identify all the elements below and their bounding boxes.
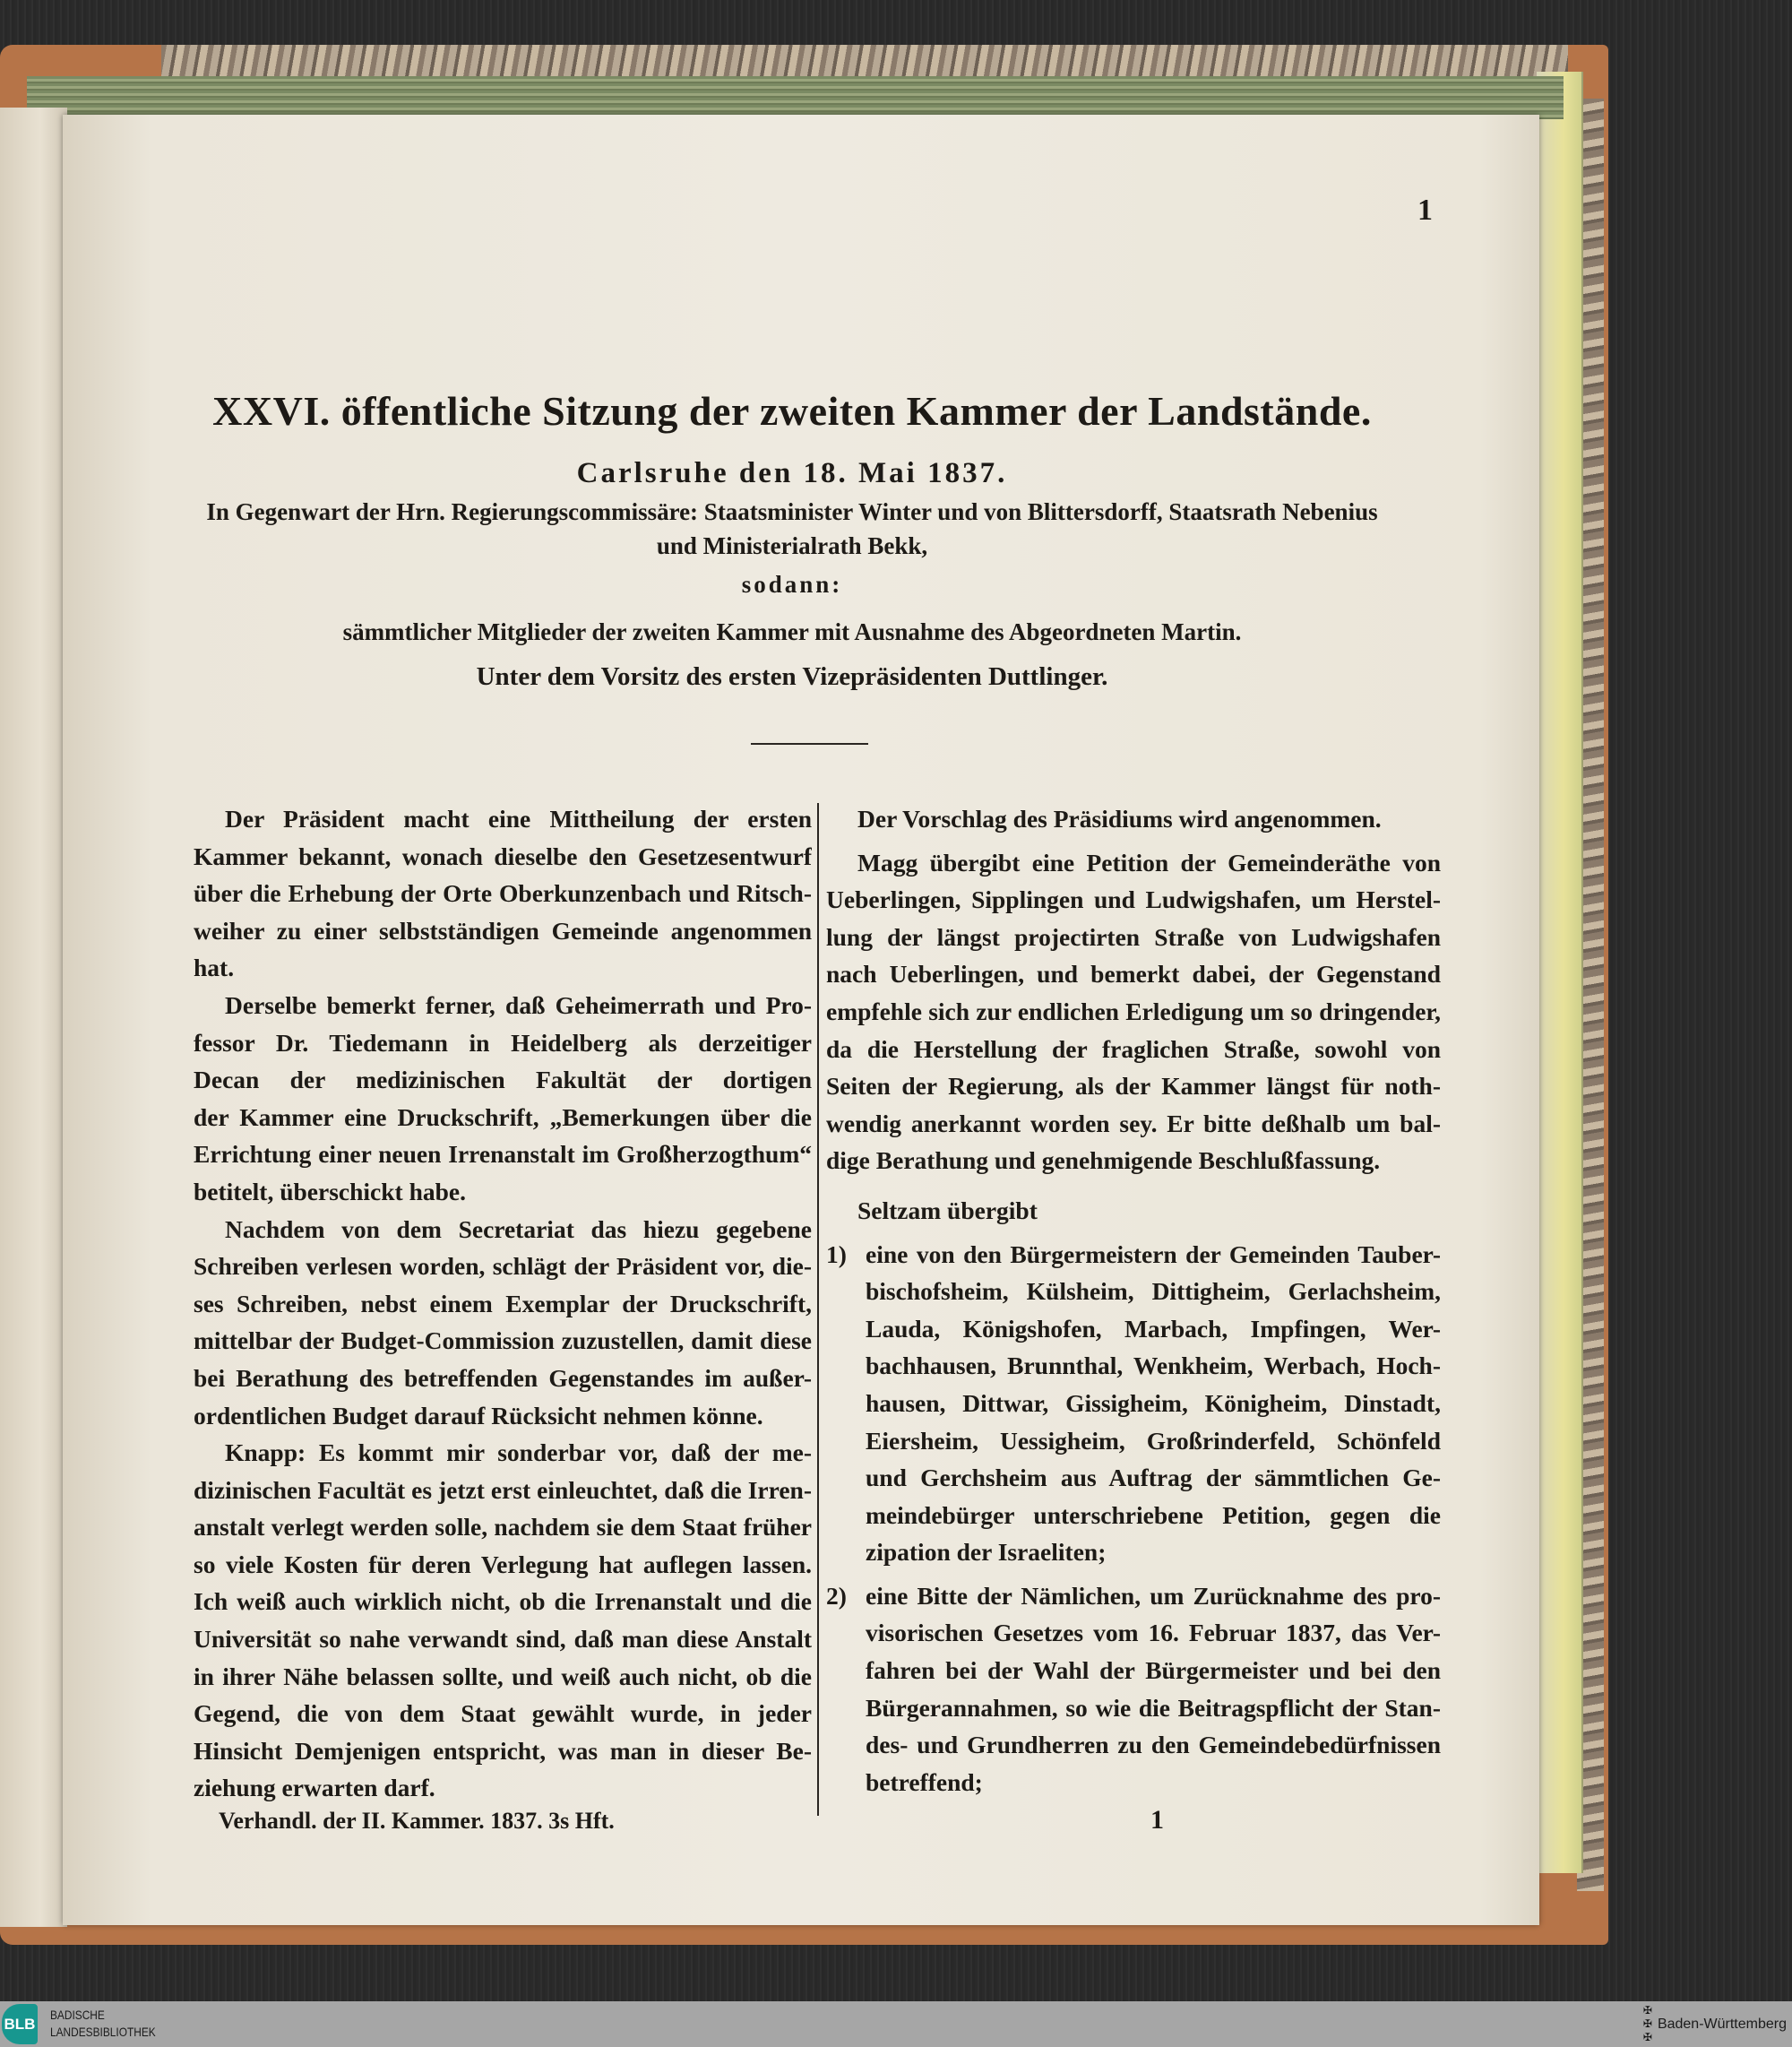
- right-column: [826, 800, 1441, 1801]
- text-line: Ueberlingen, Sipplingen und Ludwigshafen, um Herstel-: [826, 885, 1441, 914]
- text-line: empfehle sich zur endlichen Erledigung um so dringender,: [826, 997, 1441, 1025]
- signature-number: 1: [1150, 1805, 1164, 1835]
- text-line: visorischen Gesetzes vom 16. Februar 1837, das Ver-: [866, 1619, 1441, 1647]
- text-line: und Gerchsheim aus Auftrag der sämmtlichen Ge-: [866, 1464, 1441, 1492]
- text-line: Knapp: Es kommt mir sonderbar vor, daß der me-: [225, 1438, 812, 1467]
- baden-wuerttemberg-logo[interactable]: [1643, 2003, 1787, 2045]
- paragraph: [194, 1211, 812, 1435]
- section-divider: [751, 743, 868, 745]
- text-line: fahren bei der Wahl der Bürgermeister und bei den: [866, 1656, 1441, 1685]
- text-line: da die Herstellung der fraglichen Straße, sowohl von: [826, 1034, 1441, 1063]
- text-line: Decan der medizinischen Fakultät der dortigen: [194, 1066, 812, 1094]
- text-line: hausen, Dittwar, Gissigheim, Königheim, Dinstadt,: [866, 1388, 1441, 1417]
- list-item: [826, 1236, 1441, 1571]
- text-line: über die Erhebung der Orte Oberkunzenbach und Ritsch-: [194, 879, 812, 908]
- text-line: weiher zu einer selbstständigen Gemeinde angenommen: [194, 916, 812, 945]
- left-column: [194, 800, 812, 1807]
- facing-page-sliver: [0, 108, 67, 1927]
- text-line: Gegend, die von dem Staat gewählt wurde, in jeder: [194, 1699, 812, 1728]
- text-line: Nachdem von dem Secretariat das hiezu gegebene: [225, 1214, 812, 1243]
- page-number-top: 1: [1417, 194, 1433, 227]
- text-line: Lauda, Königshofen, Marbach, Impfingen, Wer-: [866, 1314, 1441, 1343]
- text-line: eine Bitte der Nämlichen, um Zurücknahme des pro-: [866, 1581, 1441, 1610]
- text-line: der Kammer eine Druckschrift, „Bemerkungen über die: [194, 1102, 812, 1131]
- text-line: Ich weiß auch wirklich nicht, ob die Irrenanstalt und die: [194, 1587, 812, 1616]
- text-line: betitelt, überschickt habe.: [194, 1177, 467, 1205]
- text-line: Eiersheim, Uessigheim, Großrinderfeld, Schönfeld: [866, 1426, 1441, 1455]
- text-line: fessor Dr. Tiedemann in Heidelberg als derzeitiger: [194, 1028, 812, 1057]
- place-date: Carlsruhe den 18. Mai 1837.: [576, 457, 1008, 489]
- text-line: eine von den Bürgermeistern der Gemeinden Tauber-: [866, 1239, 1441, 1268]
- library-name[interactable]: [50, 2007, 156, 2041]
- paragraph: [194, 800, 812, 987]
- signature-line: Verhandl. der II. Kammer. 1837. 3s Hft.: [219, 1808, 615, 1834]
- members-line: sämmtlicher Mitglieder der zweiten Kammer mit Ausnahme des Abgeordneten Martin.: [342, 618, 1242, 645]
- text-line: so viele Kosten für deren Verlegung hat auflegen lassen.: [194, 1550, 812, 1578]
- text-line: ziehung erwarten darf.: [194, 1774, 435, 1802]
- text-line: dizinischen Facultät es jetzt erst einleuchtet, daß die Irren-: [194, 1475, 812, 1504]
- page-title: XXVI. öffentliche Sitzung der zweiten Kammer der Landstände.: [212, 388, 1372, 434]
- library-name-line2: LANDESBIBLIOTHEK: [50, 2025, 156, 2039]
- text-line: ses Schreiben, nebst einem Exemplar der Druckschrift,: [194, 1289, 812, 1317]
- text-line: hat.: [194, 954, 235, 982]
- chair-line: Unter dem Vorsitz des ersten Vizepräsidenten Duttlinger.: [476, 662, 1108, 691]
- text-line: Schreiben verlesen worden, schlägt der Präsident vor, die-: [194, 1252, 812, 1281]
- text-line: Bürgerannahmen, so wie die Beitragspflicht der Stan-: [866, 1693, 1441, 1722]
- text-line: bachhausen, Brunnthal, Wenkheim, Werbach, Hoch-: [866, 1352, 1441, 1380]
- list-item-number: 2): [826, 1581, 847, 1610]
- blb-logo[interactable]: BLB: [2, 2004, 38, 2044]
- text-line: bischofsheim, Külsheim, Dittigheim, Gerlachsheim,: [866, 1277, 1441, 1306]
- state-name: Baden-Württemberg: [1657, 2016, 1787, 2032]
- list-item-number: 1): [826, 1239, 847, 1268]
- text-line: Hinsicht Demjenigen entspricht, was man in dieser Be-: [194, 1736, 812, 1765]
- library-name-line1: BADISCHE: [50, 2008, 105, 2022]
- text-line: Der Vorschlag des Präsidiums wird angenommen.: [857, 805, 1382, 833]
- text-line: bei Berathung des betreffenden Gegenstandes im außer-: [194, 1363, 812, 1392]
- sodann-line: sodann:: [741, 571, 843, 598]
- text-line: Errichtung einer neuen Irrenanstalt im Großherzogthum“: [194, 1140, 812, 1169]
- text-line: nach Ueberlingen, und bemerkt dabei, der Gegenstand: [826, 960, 1441, 989]
- text-line: des- und Grundherren zu den Gemeindebedürfnissen: [866, 1731, 1441, 1759]
- list-item: [826, 1577, 1441, 1801]
- lions-coat-of-arms-icon: ✠ ✠ ✠: [1642, 2004, 1652, 2043]
- text-line: Kammer bekannt, wonach dieselbe den Gesetzesentwurf: [194, 842, 812, 870]
- text-line: Seltzam übergibt: [857, 1196, 1038, 1224]
- text-line: betreffend;: [866, 1767, 983, 1796]
- presence-line-1: In Gegenwart der Hrn. Regierungscommissäre: Staatsminister Winter und von Blittersdorff, Staatsrath Nebenius: [206, 498, 1378, 525]
- text-line: mittelbar der Budget-Commission zuzustellen, damit diese: [194, 1326, 812, 1355]
- text-line: anstalt verlegt werden solle, nachdem sie dem Staat früher: [194, 1513, 812, 1542]
- paragraph: [194, 1434, 812, 1807]
- text-line: Magg übergibt eine Petition der Gemeinderäthe von: [857, 848, 1441, 877]
- paragraph: [194, 987, 812, 1211]
- text-line: dige Berathung und genehmigende Beschlußfassung.: [826, 1146, 1381, 1175]
- paragraph: [826, 1192, 1441, 1230]
- text-line: in ihrer Nähe belassen sollte, und weiß auch nicht, ob die: [194, 1662, 812, 1690]
- viewer-footer-bar: [0, 2001, 1792, 2047]
- paragraph: [826, 844, 1441, 1179]
- text-line: wendig anerkannt worden sey. Er bitte deßhalb um bal-: [826, 1109, 1441, 1137]
- text-line: zipation der Israeliten;: [866, 1538, 1107, 1567]
- text-line: Derselbe bemerkt ferner, daß Geheimerrath und Pro-: [225, 990, 812, 1019]
- text-line: Der Präsident macht eine Mittheilung der ersten: [225, 805, 812, 833]
- text-line: meindebürger unterschriebene Petition, gegen die: [866, 1500, 1441, 1529]
- column-rule: [817, 803, 819, 1816]
- page-stack-edge: [1537, 72, 1583, 1873]
- text-line: Seiten der Regierung, als der Kammer längst für noth-: [826, 1072, 1441, 1101]
- text-line: ordentlichen Budget darauf Rücksicht nehmen könne.: [194, 1401, 763, 1429]
- paragraph: [826, 800, 1441, 838]
- text-line: Universität so nahe verwandt sind, daß man diese Anstalt: [194, 1625, 812, 1654]
- text-line: lung der längst projectirten Straße von Ludwigshafen: [826, 922, 1441, 951]
- page-top-edge: [27, 76, 1564, 119]
- presence-line-2: und Ministerialrath Bekk,: [656, 532, 928, 559]
